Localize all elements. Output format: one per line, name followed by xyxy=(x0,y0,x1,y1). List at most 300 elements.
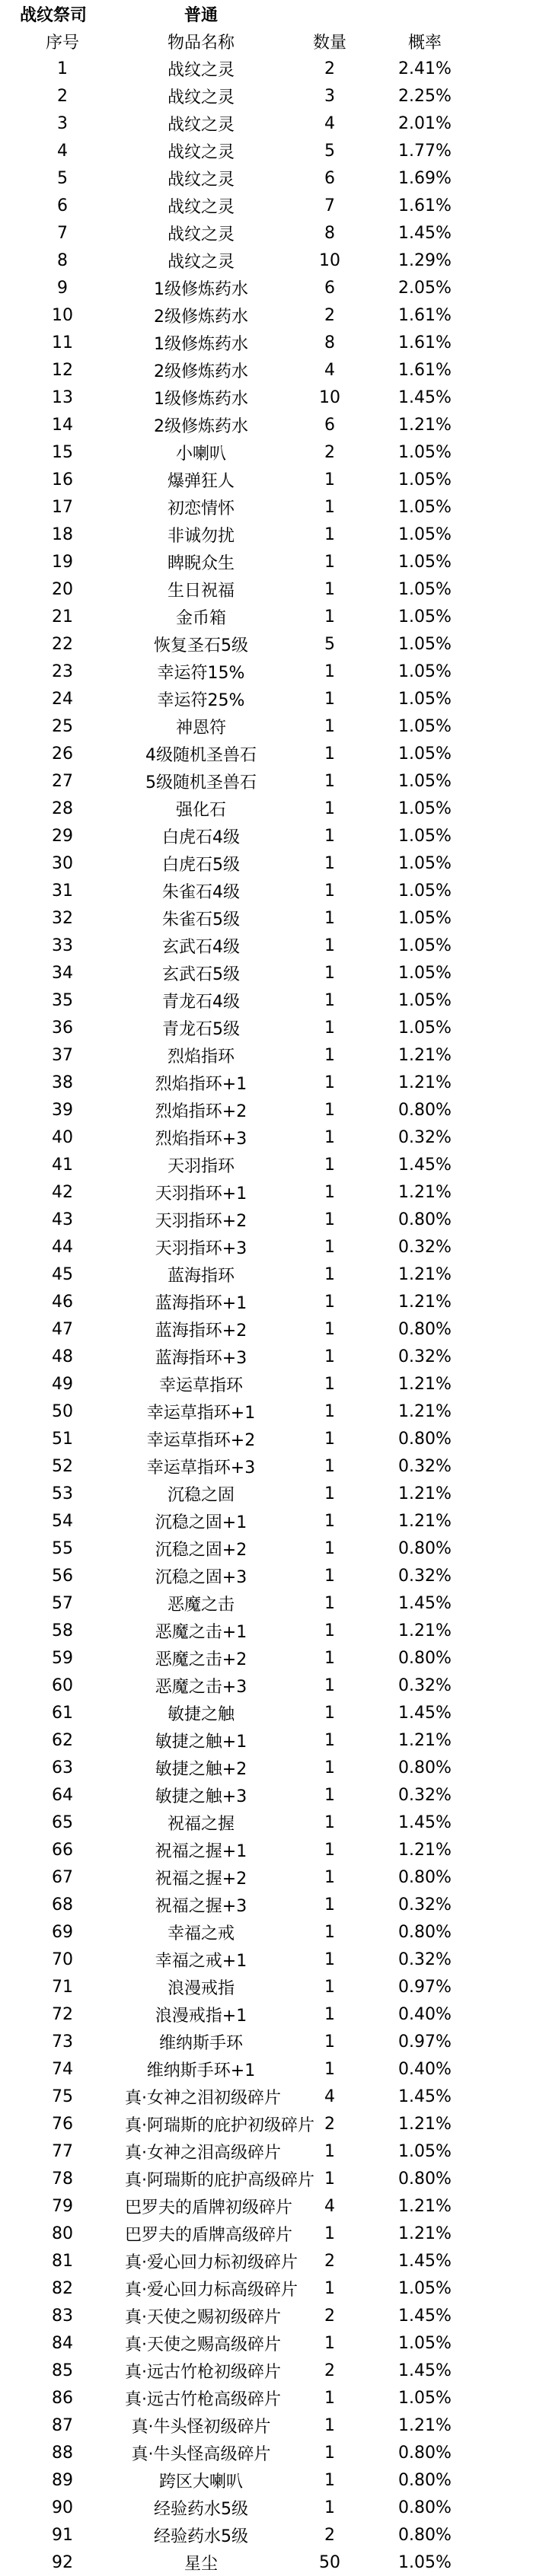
cell-prob: 0.32% xyxy=(398,1566,452,1586)
cell-qty: 6 xyxy=(324,168,335,188)
cell-qty: 1 xyxy=(324,1100,335,1120)
cell-qty: 1 xyxy=(324,1593,335,1613)
cell-index: 79 xyxy=(52,2196,73,2216)
cell-qty: 1 xyxy=(324,470,335,489)
cell-name: 真·女神之泪初级碎片 xyxy=(125,2088,281,2108)
cell-qty: 2 xyxy=(324,2361,335,2380)
cell-index: 58 xyxy=(52,1621,73,1640)
cell-name: 恶魔之击+3 xyxy=(155,1677,247,1697)
cell-prob: 1.05% xyxy=(398,936,452,955)
header-name: 物品名称 xyxy=(167,33,235,53)
cell-name: 烈焰指环 xyxy=(167,1047,235,1066)
cell-name: 祝福之握 xyxy=(167,1814,235,1834)
cell-qty: 1 xyxy=(324,1374,335,1394)
table-row xyxy=(0,1863,533,1891)
cell-name: 蓝海指环+3 xyxy=(155,1348,247,1368)
cell-name: 维纳斯手环 xyxy=(158,2033,243,2053)
cell-prob: 0.32% xyxy=(398,1950,452,1969)
table-row xyxy=(0,987,533,1014)
cell-index: 67 xyxy=(52,1867,73,1887)
cell-name: 敏捷之触+2 xyxy=(155,1759,247,1779)
cell-name: 烈焰指环+1 xyxy=(155,1074,247,1094)
cell-prob: 1.61% xyxy=(398,360,452,380)
cell-index: 1 xyxy=(57,59,68,78)
table-row xyxy=(0,2494,533,2521)
table-row xyxy=(0,1288,533,1315)
cell-prob: 0.80% xyxy=(398,2525,452,2545)
table-row xyxy=(0,1069,533,1096)
cell-qty: 1 xyxy=(324,1429,335,1449)
cell-index: 61 xyxy=(52,1703,73,1723)
cell-index: 2 xyxy=(57,86,68,106)
cell-qty: 1 xyxy=(324,1758,335,1777)
cell-qty: 1 xyxy=(324,2141,335,2161)
cell-name: 战纹之灵 xyxy=(167,88,235,107)
cell-index: 23 xyxy=(52,662,73,681)
cell-qty: 1 xyxy=(324,2004,335,2024)
cell-qty: 2 xyxy=(324,2114,335,2134)
cell-prob: 1.05% xyxy=(398,552,452,572)
cell-name: 初恋情怀 xyxy=(167,499,235,518)
table-row xyxy=(0,1973,533,2001)
cell-prob: 1.45% xyxy=(398,2361,452,2380)
table-row xyxy=(0,658,533,685)
cell-qty: 1 xyxy=(324,2032,335,2052)
table-row xyxy=(0,1672,533,1699)
cell-name: 真·爱心回力标高级碎片 xyxy=(125,2280,298,2300)
cell-prob: 1.05% xyxy=(398,2278,452,2298)
cell-qty: 1 xyxy=(324,579,335,599)
cell-prob: 1.21% xyxy=(398,2114,452,2134)
cell-index: 31 xyxy=(52,881,73,901)
table-row xyxy=(0,1946,533,1973)
cell-prob: 1.05% xyxy=(398,799,452,818)
cell-index: 46 xyxy=(52,1292,73,1312)
cell-qty: 1 xyxy=(324,1621,335,1640)
cell-name: 真·阿瑞斯的庇护高级碎片 xyxy=(125,2170,314,2190)
cell-name: 沉稳之固+1 xyxy=(155,1513,247,1532)
table-row xyxy=(0,1261,533,1288)
cell-prob: 0.32% xyxy=(398,1895,452,1914)
cell-qty: 1 xyxy=(324,2169,335,2189)
cell-name: 小喇叭 xyxy=(175,444,226,464)
cell-name: 朱雀石5级 xyxy=(162,910,240,929)
cell-prob: 0.80% xyxy=(398,2498,452,2517)
cell-index: 41 xyxy=(52,1155,73,1175)
cell-index: 6 xyxy=(57,196,68,215)
table-row xyxy=(0,685,533,713)
cell-prob: 1.05% xyxy=(398,2141,452,2161)
cell-prob: 1.05% xyxy=(398,881,452,901)
cell-prob: 0.32% xyxy=(398,1127,452,1147)
cell-name: 幸运草指环+3 xyxy=(146,1458,256,1478)
table-row xyxy=(0,2466,533,2494)
cell-qty: 1 xyxy=(324,2333,335,2353)
table-row xyxy=(0,411,533,438)
cell-index: 15 xyxy=(52,442,73,462)
cell-qty: 10 xyxy=(319,250,340,270)
cell-index: 86 xyxy=(52,2388,73,2408)
table-row xyxy=(0,850,533,877)
cell-name: 真·爱心回力标初级碎片 xyxy=(125,2252,298,2272)
cell-prob: 1.21% xyxy=(398,1840,452,1860)
cell-index: 89 xyxy=(52,2470,73,2490)
cell-index: 68 xyxy=(52,1895,73,1914)
cell-prob: 1.21% xyxy=(398,1621,452,1640)
cell-index: 87 xyxy=(52,2415,73,2435)
table-row xyxy=(0,2165,533,2192)
cell-prob: 1.61% xyxy=(398,305,452,325)
table-row xyxy=(0,2001,533,2028)
cell-qty: 3 xyxy=(324,86,335,106)
table-row xyxy=(0,1151,533,1178)
cell-qty: 1 xyxy=(324,1210,335,1229)
header-qty: 数量 xyxy=(312,33,346,53)
table-row xyxy=(0,2412,533,2439)
cell-name: 天羽指环 xyxy=(167,1156,235,1176)
cell-index: 82 xyxy=(52,2278,73,2298)
cell-index: 76 xyxy=(52,2114,73,2134)
cell-index: 29 xyxy=(52,826,73,846)
cell-index: 34 xyxy=(52,963,73,983)
cell-index: 3 xyxy=(57,113,68,133)
cell-name: 祝福之握+3 xyxy=(155,1896,247,1916)
cell-qty: 1 xyxy=(324,607,335,626)
table-row xyxy=(0,493,533,521)
table-row xyxy=(0,137,533,164)
cell-prob: 1.45% xyxy=(398,1155,452,1175)
cell-name: 幸福之戒+1 xyxy=(155,1951,247,1971)
cell-index: 64 xyxy=(52,1785,73,1805)
table-row xyxy=(0,1891,533,1918)
cell-name: 神恩符 xyxy=(175,718,226,738)
cell-name: 战纹之灵 xyxy=(167,115,235,135)
cell-name: 真·天使之赐初级碎片 xyxy=(125,2307,281,2327)
cell-index: 72 xyxy=(52,2004,73,2024)
table-row xyxy=(0,1589,533,1617)
table-row xyxy=(0,932,533,959)
cell-index: 20 xyxy=(52,579,73,599)
cell-qty: 8 xyxy=(324,223,335,243)
cell-index: 17 xyxy=(52,497,73,517)
cell-prob: 0.80% xyxy=(398,1648,452,1668)
cell-index: 14 xyxy=(52,415,73,435)
cell-qty: 1 xyxy=(324,1347,335,1366)
cell-index: 39 xyxy=(52,1100,73,1120)
cell-index: 30 xyxy=(52,853,73,873)
table-row xyxy=(0,1178,533,1206)
table-row xyxy=(0,630,533,658)
table-row xyxy=(0,904,533,932)
cell-qty: 2 xyxy=(324,2251,335,2271)
cell-index: 33 xyxy=(52,936,73,955)
cell-index: 21 xyxy=(52,607,73,626)
table-row xyxy=(0,1315,533,1343)
cell-qty: 1 xyxy=(324,1648,335,1668)
cell-index: 28 xyxy=(52,799,73,818)
cell-prob: 0.80% xyxy=(398,2169,452,2189)
cell-prob: 1.45% xyxy=(398,2306,452,2326)
table-row xyxy=(0,1644,533,1672)
cell-name: 跨区大喇叭 xyxy=(158,2472,243,2492)
cell-name: 金币箱 xyxy=(175,608,226,628)
cell-index: 38 xyxy=(52,1073,73,1092)
cell-qty: 1 xyxy=(324,1840,335,1860)
table-row xyxy=(0,1124,533,1151)
table-row xyxy=(0,740,533,767)
table-row xyxy=(0,2220,533,2247)
cell-qty: 1 xyxy=(324,1538,335,1558)
cell-name: 蓝海指环 xyxy=(167,1266,235,1286)
table-row xyxy=(0,55,533,82)
cell-prob: 0.32% xyxy=(398,1456,452,1476)
cell-prob: 1.05% xyxy=(398,689,452,709)
cell-name: 玄武石5级 xyxy=(162,964,240,984)
cell-prob: 1.61% xyxy=(398,196,452,215)
cell-index: 36 xyxy=(52,1018,73,1038)
cell-index: 71 xyxy=(52,1977,73,1997)
cell-prob: 1.05% xyxy=(398,634,452,654)
cell-qty: 1 xyxy=(324,2415,335,2435)
cell-prob: 1.45% xyxy=(398,1703,452,1723)
header-prob: 概率 xyxy=(407,33,442,53)
cell-prob: 1.61% xyxy=(398,333,452,352)
cell-index: 25 xyxy=(52,716,73,736)
cell-qty: 6 xyxy=(324,278,335,298)
cell-prob: 2.01% xyxy=(398,113,452,133)
table-row xyxy=(0,1452,533,1480)
cell-prob: 2.25% xyxy=(398,86,452,106)
table-row xyxy=(0,2329,533,2357)
cell-name: 战纹之灵 xyxy=(167,60,235,80)
table-row xyxy=(0,795,533,822)
table-row xyxy=(0,1836,533,1863)
cell-qty: 4 xyxy=(324,2087,335,2106)
cell-prob: 1.05% xyxy=(398,771,452,791)
cell-prob: 0.80% xyxy=(398,1758,452,1777)
table-row xyxy=(0,2439,533,2466)
cell-name: 巴罗夫的盾牌初级碎片 xyxy=(125,2198,293,2217)
cell-name: 青龙石5级 xyxy=(162,1019,240,1039)
cell-qty: 1 xyxy=(324,826,335,846)
cell-qty: 8 xyxy=(324,333,335,352)
cell-index: 48 xyxy=(52,1347,73,1366)
table-row xyxy=(0,2247,533,2275)
cell-prob: 1.21% xyxy=(398,1511,452,1531)
table-row xyxy=(0,2055,533,2083)
cell-prob: 1.05% xyxy=(398,2333,452,2353)
cell-prob: 1.21% xyxy=(398,1484,452,1503)
table-body xyxy=(0,55,533,2576)
table-title-row xyxy=(0,0,533,27)
cell-name: 恢复圣石5级 xyxy=(154,636,248,655)
cell-name: 2级修炼药水 xyxy=(154,362,248,381)
table-row xyxy=(0,1096,533,1124)
cell-qty: 1 xyxy=(324,2443,335,2463)
cell-index: 81 xyxy=(52,2251,73,2271)
cell-index: 54 xyxy=(52,1511,73,1531)
table-row xyxy=(0,1918,533,1946)
cell-index: 92 xyxy=(52,2552,73,2572)
cell-name: 2级修炼药水 xyxy=(154,416,248,436)
cell-name: 战纹之灵 xyxy=(167,170,235,190)
cell-index: 43 xyxy=(52,1210,73,1229)
cell-qty: 1 xyxy=(324,1950,335,1969)
table-row xyxy=(0,548,533,575)
cell-index: 74 xyxy=(52,2059,73,2079)
header-row xyxy=(0,27,533,55)
table-row xyxy=(0,2302,533,2329)
cell-qty: 1 xyxy=(324,990,335,1010)
cell-qty: 1 xyxy=(324,552,335,572)
cell-prob: 1.29% xyxy=(398,250,452,270)
cell-index: 88 xyxy=(52,2443,73,2463)
table-row xyxy=(0,1617,533,1644)
cell-prob: 0.80% xyxy=(398,1100,452,1120)
cell-index: 59 xyxy=(52,1648,73,1668)
cell-prob: 1.05% xyxy=(398,744,452,764)
cell-index: 22 xyxy=(52,634,73,654)
table-row xyxy=(0,82,533,110)
cell-index: 13 xyxy=(52,387,73,407)
cell-name: 经验药水5级 xyxy=(154,2499,248,2519)
table-row xyxy=(0,603,533,630)
cell-name: 幸运草指环+2 xyxy=(146,1430,256,1450)
cell-qty: 1 xyxy=(324,853,335,873)
table-row xyxy=(0,466,533,493)
cell-name: 真·远古竹枪高级碎片 xyxy=(125,2389,281,2409)
cell-name: 非诚勿扰 xyxy=(167,526,235,546)
cell-index: 47 xyxy=(52,1319,73,1339)
cell-index: 42 xyxy=(52,1182,73,1202)
cell-name: 恶魔之击+2 xyxy=(155,1650,247,1669)
cell-name: 沉稳之固+3 xyxy=(155,1567,247,1587)
cell-prob: 1.69% xyxy=(398,168,452,188)
table-row xyxy=(0,1562,533,1589)
cell-prob: 1.21% xyxy=(398,1730,452,1750)
table-row xyxy=(0,2110,533,2138)
cell-index: 5 xyxy=(57,168,68,188)
cell-index: 35 xyxy=(52,990,73,1010)
table-row xyxy=(0,192,533,219)
cell-qty: 1 xyxy=(324,1045,335,1065)
cell-qty: 1 xyxy=(324,1127,335,1147)
cell-qty: 1 xyxy=(324,2224,335,2243)
cell-qty: 5 xyxy=(324,141,335,161)
cell-name: 幸运草指环+1 xyxy=(146,1403,256,1423)
cell-index: 24 xyxy=(52,689,73,709)
cell-index: 49 xyxy=(52,1374,73,1394)
table-row xyxy=(0,356,533,384)
cell-prob: 1.05% xyxy=(398,853,452,873)
cell-name: 战纹之灵 xyxy=(167,142,235,162)
table-row xyxy=(0,877,533,904)
cell-name: 真·牛头怪高级碎片 xyxy=(131,2444,271,2464)
cell-index: 4 xyxy=(57,141,68,161)
cell-name: 浪漫戒指 xyxy=(167,1978,235,1998)
cell-index: 75 xyxy=(52,2087,73,2106)
cell-name: 2级修炼药水 xyxy=(154,307,248,327)
table-row xyxy=(0,1206,533,1233)
cell-qty: 1 xyxy=(324,2059,335,2079)
cell-name: 巴罗夫的盾牌高级碎片 xyxy=(125,2225,293,2245)
cell-prob: 1.05% xyxy=(398,1018,452,1038)
cell-qty: 1 xyxy=(324,1073,335,1092)
cell-index: 78 xyxy=(52,2169,73,2189)
cell-index: 51 xyxy=(52,1429,73,1449)
cell-name: 敏捷之触 xyxy=(167,1704,235,1724)
table-row xyxy=(0,1480,533,1507)
cell-index: 65 xyxy=(52,1812,73,1832)
cell-prob: 1.05% xyxy=(398,607,452,626)
cell-index: 52 xyxy=(52,1456,73,1476)
cell-name: 真·远古竹枪初级碎片 xyxy=(125,2362,281,2382)
cell-name: 幸运符25% xyxy=(157,690,245,710)
cell-name: 爆弹狂人 xyxy=(167,471,235,491)
cell-qty: 1 xyxy=(324,662,335,681)
cell-name: 沉稳之固 xyxy=(167,1485,235,1505)
cell-qty: 6 xyxy=(324,415,335,435)
cell-qty: 1 xyxy=(324,1511,335,1531)
cell-prob: 1.21% xyxy=(398,1401,452,1421)
cell-qty: 1 xyxy=(324,1703,335,1723)
cell-prob: 0.97% xyxy=(398,2032,452,2052)
cell-prob: 1.21% xyxy=(398,2415,452,2435)
cell-qty: 4 xyxy=(324,113,335,133)
cell-index: 60 xyxy=(52,1675,73,1695)
cell-index: 85 xyxy=(52,2361,73,2380)
cell-qty: 1 xyxy=(324,497,335,517)
table-row xyxy=(0,2521,533,2549)
cell-prob: 0.32% xyxy=(398,1347,452,1366)
cell-prob: 0.80% xyxy=(398,1867,452,1887)
cell-qty: 1 xyxy=(324,936,335,955)
header-index: 序号 xyxy=(45,33,79,53)
cell-index: 77 xyxy=(52,2141,73,2161)
cell-name: 玄武石4级 xyxy=(162,937,240,957)
cell-qty: 1 xyxy=(324,1867,335,1887)
cell-qty: 1 xyxy=(324,908,335,928)
cell-qty: 2 xyxy=(324,442,335,462)
cell-name: 生日祝福 xyxy=(167,581,235,601)
table-row xyxy=(0,219,533,247)
cell-prob: 1.21% xyxy=(398,2224,452,2243)
cell-index: 55 xyxy=(52,1538,73,1558)
table-row xyxy=(0,1343,533,1370)
cell-prob: 0.80% xyxy=(398,2470,452,2490)
cell-qty: 1 xyxy=(324,1484,335,1503)
cell-name: 朱雀石4级 xyxy=(162,882,240,902)
cell-name: 蓝海指环+2 xyxy=(155,1321,247,1341)
cell-prob: 1.21% xyxy=(398,415,452,435)
table-row xyxy=(0,329,533,356)
cell-prob: 1.05% xyxy=(398,524,452,544)
cell-qty: 2 xyxy=(324,59,335,78)
table-row xyxy=(0,2083,533,2110)
cell-index: 62 xyxy=(52,1730,73,1750)
cell-name: 星尘 xyxy=(184,2554,218,2574)
cell-prob: 0.80% xyxy=(398,1922,452,1942)
table-row xyxy=(0,247,533,274)
cell-index: 44 xyxy=(52,1237,73,1257)
cell-qty: 1 xyxy=(324,2470,335,2490)
cell-qty: 1 xyxy=(324,689,335,709)
cell-prob: 0.40% xyxy=(398,2004,452,2024)
cell-qty: 1 xyxy=(324,1456,335,1476)
table-row xyxy=(0,2028,533,2055)
cell-qty: 1 xyxy=(324,1730,335,1750)
table-row xyxy=(0,767,533,795)
